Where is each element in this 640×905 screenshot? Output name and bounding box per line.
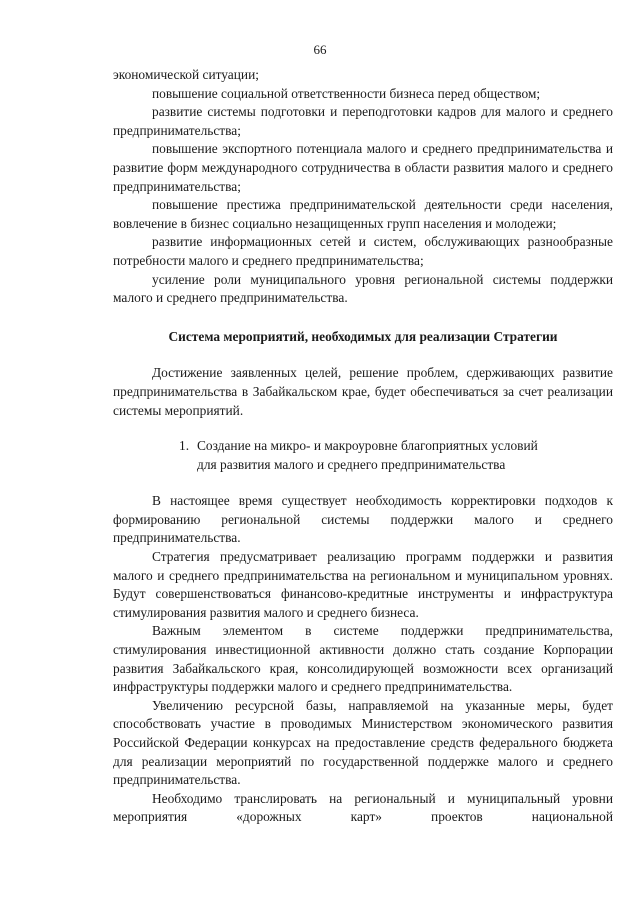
list-item: развитие системы подготовки и переподготовки кадров для малого и среднего предпринимательства;: [113, 104, 613, 138]
section-heading: Система мероприятий, необходимых для реализации Стратегии: [168, 328, 558, 344]
subsection-heading: [113, 437, 613, 474]
subsection-title-line2: для развития малого и среднего предпринимательства: [197, 456, 506, 472]
subsection-title-line1: Создание на микро- и макроуровне благоприятных условий: [197, 438, 538, 454]
list-item: усиление роли муниципального уровня региональной системы поддержки малого и среднего предпринимательства.: [113, 271, 613, 306]
list-item: повышение престижа предпринимательской деятельности среди населения, вовлечение в бизнес социально незащищенных групп населения и молодежи;: [113, 197, 613, 231]
paragraph: Увеличению ресурсной базы, направляемой на указанные меры, будет способствовать участие в проводимых Министерством экономического развития Российской Федерации конкурсах на предоставление средств федерального бюджета для реализации мероприятий по государственной поддержке малого и среднего предпринимательства.: [113, 697, 613, 788]
paragraph: В настоящее время существует необходимость корректировки подходов к формированию региональной системы поддержки малого и среднего предпринимательства.: [113, 493, 613, 546]
document-body: [113, 66, 613, 827]
paragraph: Стратегия предусматривает реализацию программ поддержки и развития малого и среднего предпринимательства на региональном и муниципальном уровнях. Будут совершенствоваться финансово-кредитные инструменты и инфраструктура стимулирования развития малого и среднего бизнеса.: [113, 549, 613, 620]
list-item: повышение социальной ответственности бизнеса перед обществом;: [152, 85, 541, 101]
subsection-number: 1.: [179, 438, 190, 454]
list-item: повышение экспортного потенциала малого и среднего предпринимательства и развитие форм международного сотрудничества в области развития малого и среднего предпринимательства;: [113, 141, 613, 194]
paragraph: Важным элементом в системе поддержки предпринимательства, стимулирования инвестиционной активности должно стать создание Корпорации развития Забайкальского края, консолидирующей возможности всех организаций инфраструктуры поддержки малого и среднего предпринимательства.: [113, 623, 613, 695]
paragraph: Необходимо транслировать на региональный и муниципальный уровни мероприятия «дорожных карт» проектов национальной: [113, 790, 613, 825]
list-item: развитие информационных сетей и систем, обслуживающих разнообразные потребности малого и среднего предпринимательства;: [113, 234, 613, 268]
continuation-line: экономической ситуации;: [113, 67, 259, 82]
page-number: 66: [313, 42, 327, 57]
section-intro: Достижение заявленных целей, решение проблем, сдерживающих развитие предпринимательства в Забайкальском крае, будет обеспечиваться за счет реализации системы мероприятий.: [113, 365, 613, 418]
